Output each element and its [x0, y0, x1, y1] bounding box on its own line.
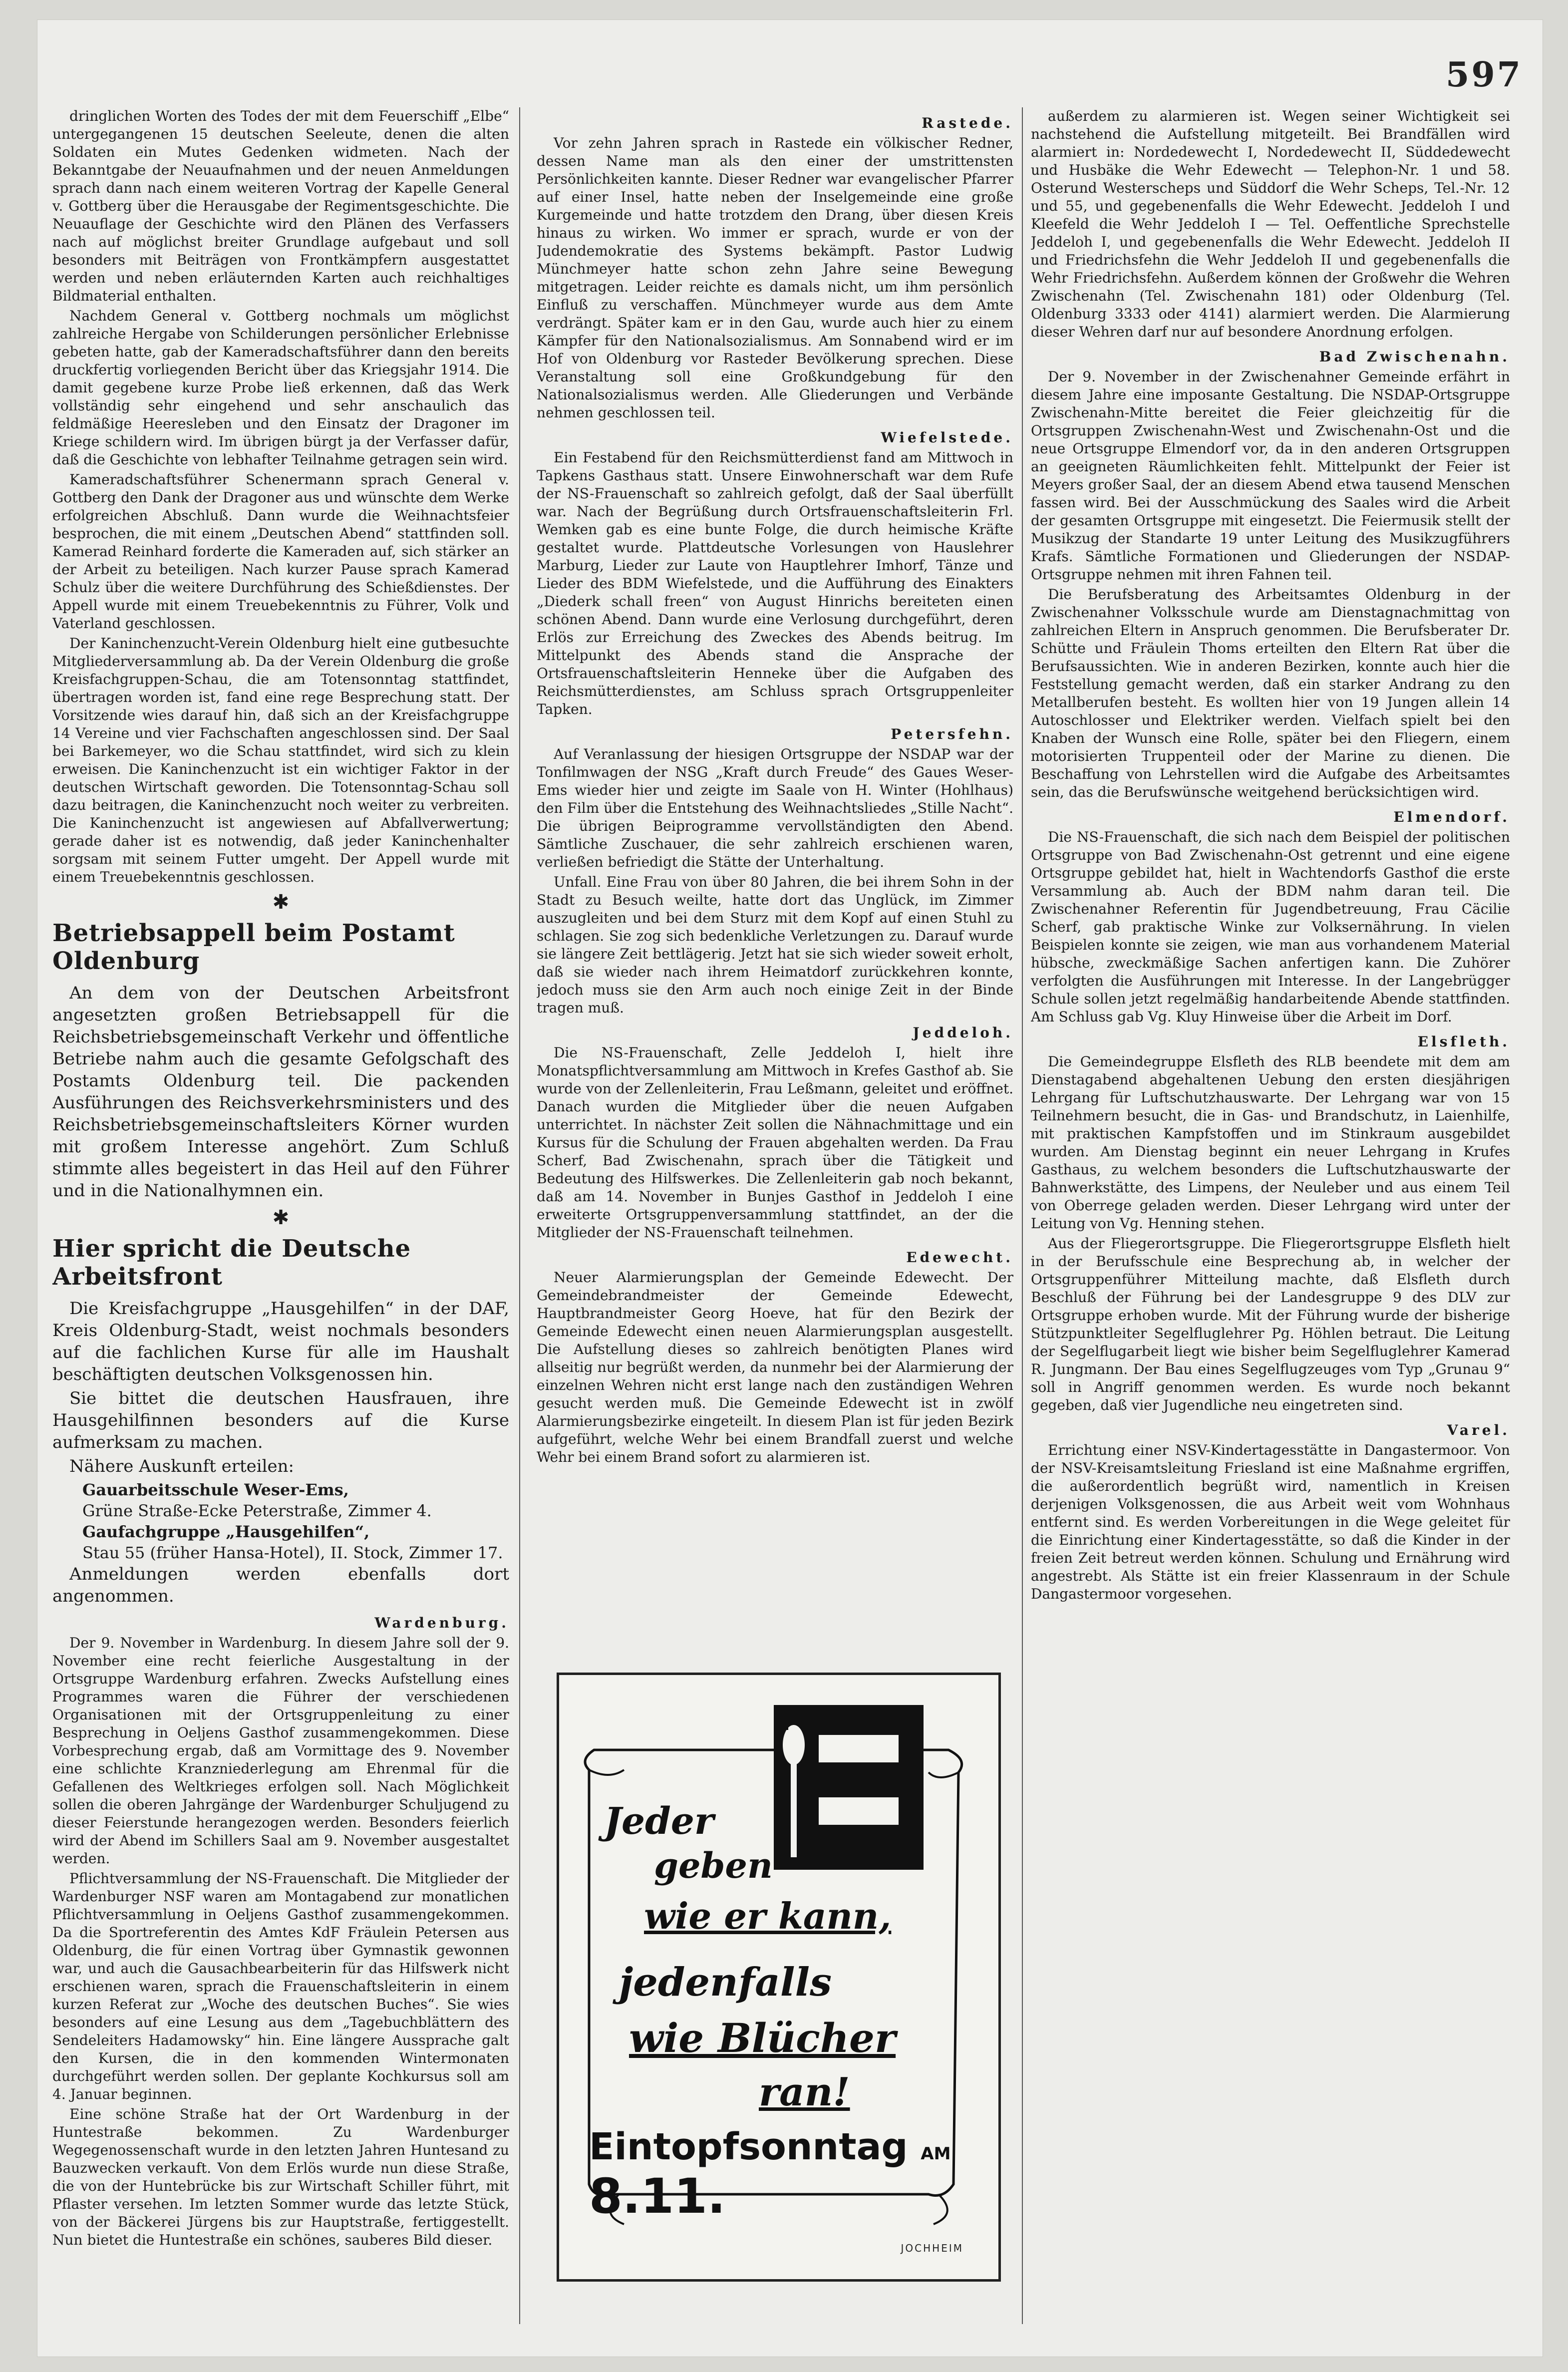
article-text: Sie bittet die deutschen Hausfrauen, ihre Hausgehilfinnen besonders auf die Kurse aufmerksam zu machen.: [52, 1388, 509, 1452]
article-text: Ein Festabend für den Reichsmütterdienst fand am Mittwoch in Tapkens Gasthaus statt. Unsere Einwohnerschaft war dem Rufe der NS-Frauenschaft so zahlreich gefolgt, daß der Saal überfüllt war. Nach der Begrüßung durch Ortsfrauenschaftsleiterin Frl. Wemken gab es eine bunte Folge, die durch heimische Kräfte gestaltet wurde. Plattdeutsche Vorlesungen von Hauslehrer Marburg, Lieder zur Laute von Hauptlehrer Imhorf, Tänze und Lieder des BDM Wiefelstede, und die Aufführung des Einakters „Diederk schall freen“ von August Hinrichs bereiteten einen schönen Abend. Dann wurde eine Verlosung durchgeführt, deren Erlös zur Erreichung des Zweckes des Abends beitrug. Im Mittelpunkt des Abends stand die Ansprache der Ortsfrauenschaftsleiterin Henneke über die Aufgaben des Reichsmütterdienstes, am Schluss sprach Ortsgruppenleiter Tapken.: [537, 449, 1013, 717]
dateline: Elmendorf.: [1393, 809, 1510, 825]
article-text: Die Gemeindegruppe Elsfleth des RLB beendete mit dem am Dienstagabend abgehaltenen Uebung den ersten diesjährigen Lehrgang für Luftschutzhauswarte. Der Lehrgang war von 15 Teilnehmern besucht, die in Gas- und Brandschutz, in Laienhilfe, mit praktischen Kampfstoffen und im Stinkraum ausgebildet wurden. Am Dienstag beginnt ein neuer Lehrgang in Krufes Gasthaus, zu welchem besonders die Luftschutzhauswarte der Bahnwerkstätte, des Limpens, der Neuleber und aus einem Teil von Oberrege geladen werden. Dieser Lehrgang wird unter der Leitung von Vg. Henning stehen.: [1031, 1053, 1510, 1232]
address-line: Stau 55 (früher Hansa-Hotel), II. Stock, Zimmer 17.: [82, 1543, 503, 1562]
article-text: Anmeldungen werden ebenfalls dort angenommen.: [52, 1564, 509, 1606]
article-text: Unfall. Eine Frau von über 80 Jahren, die bei ihrem Sohn in der Stadt zu Besuch weilte, hatte dort das Unglück, im Zimmer auszugleiten und bei dem Sturz mit dem Kopf auf einen Stuhl zu schlagen. Sie zog sich bedenkliche Verletzungen zu. Darauf wurde sie längere Zeit bettlägerig. Jetzt hat sie sich wieder soweit erholt, daß sie wieder nach ihrem Heimatdorf zurückkehren konnte, jedoch muss sie den Arm auch noch einige Zeit in der Binde tragen muß.: [537, 874, 1013, 1016]
article-text: Nachdem General v. Gottberg nochmals um möglichst zahlreiche Hergabe von Schilderungen persönlicher Erlebnisse gebeten hatte, gab der Kameradschaftsführer dann den bereits druckfertig vorliegenden Bericht über das Kriegsjahr 1914. Die damit gegebene kurze Probe ließ erkennen, daß das Werk vollständig sehr eingehend und sehr anschaulich das feldmäßige Heeresleben und den Einsatz der Dragoner im Kriege schildern wird. Im übrigen bürgt ja der Verfasser dafür, daß die Geschichte von lebhafter Teilnahme getragen sein wird.: [52, 308, 509, 468]
dateline: Rastede.: [922, 115, 1013, 131]
address-title: Gauarbeitsschule Weser-Ems,: [82, 1480, 349, 1499]
page-number: 597: [1446, 55, 1523, 95]
ad-script-line: Jeder: [604, 1800, 714, 1843]
article-text: Die NS-Frauenschaft, die sich nach dem Beispiel der politischen Ortsgruppe von Bad Zwischenahn-Ost getrennt und eine eigene Ortsgruppe gebildet hat, hielt in Wachtendorfs Gasthof die erste Versammlung ab. Auch der BDM nahm daran teil. Die Zwischenahner Referentin für Jugendbetreuung, Frau Cäcilie Scherf, gab praktische Winke zur Volksernährung. In vielen Beispielen konnte sie zeigen, wie man aus vorhandenem Material hübsche, zweckmäßige Sachen anfertigen kann. Die Zuhörer verfolgten die Ausführungen mit Interesse. In der Langebrügger Schule sollen jetzt regelmäßig handarbeitende Abende stattfinden. Am Schluss gab Vg. Kluy Hinweise über die Arbeit im Dorf.: [1031, 829, 1510, 1025]
dateline: Edewecht.: [906, 1249, 1013, 1266]
article-text: Die Berufsberatung des Arbeitsamtes Oldenburg in der Zwischenahner Volksschule wurde am Dienstagnachmittag von zahlreichen Eltern in Anspruch genommen. Die Berufsberater Dr. Schütte und Fräulein Thoms erteilten den Eltern Rat über die Berufsaussichten. Wie in anderen Bezirken, konnte auch hier die Feststellung gemacht werden, daß ein starker Andrang zu den Metallberufen besteht. Es wollten hier von 19 Jungen allein 14 Autoschlosser und Elektriker werden. Vielfach spielt bei den Knaben der Wunsch eine Rolle, später bei den Fliegern, einem motorisierten Truppenteil oder der Marine zu dienen. Die Beschaffung von Lehrstellen wird die Aufgabe des Arbeitsamtes sein, das die Berufswünsche weitgehend berücksichtigen wird.: [1031, 586, 1510, 800]
headline-arbeitsfront: Hier spricht die Deutsche Arbeitsfront: [52, 1235, 411, 1291]
ad-am-label: AM: [921, 2144, 951, 2164]
address-block: [52, 1479, 509, 1563]
address-line: Grüne Straße-Ecke Peterstraße, Zimmer 4.: [82, 1501, 432, 1520]
column-3: [1031, 107, 1510, 2324]
separator-star: ✱: [272, 891, 290, 914]
address-title: Gaufachgruppe „Hausgehilfen“,: [82, 1522, 370, 1541]
article-text: Nähere Auskunft erteilen:: [69, 1456, 294, 1476]
eintopfsonntag-advertisement: [557, 1673, 1001, 2282]
ad-script-line: ran!: [759, 2069, 850, 2115]
article-text: Aus der Fliegerortsgruppe. Die Fliegerortsgruppe Elsfleth hielt in der Berufsschule eine Besprechung ab, in welcher der Ortsgruppenführer Mitteilung machte, daß Elsfleth durch Beschluß der Führung bei der Landesgruppe 9 des DLV zur Ortsgruppe erhoben wurde. Mit der Führung wurde der bisherige Stützpunktleiter Segelfluglehrer Pg. Höhlen betraut. Die Leitung der Segelflugarbeit liegt wie bisher beim Segelfluglehrer Kamerad R. Jungmann. Der Bau eines Segelflugzeuges vom Typ „Grunau 9“ soll in Angriff genommen werden. Es wurde noch bekannt gegeben, daß vier Jugendliche neu eingetreten sind.: [1031, 1235, 1510, 1413]
ad-script-line: wie er kann,: [644, 1895, 892, 1937]
headline-betriebsappell: Betriebsappell beim Postamt Oldenburg: [52, 919, 455, 975]
dateline: Wiefelstede.: [881, 429, 1013, 446]
article-text: Der Kaninchenzucht-Verein Oldenburg hielt eine gutbesuchte Mitgliederversammlung ab. Da der Verein Oldenburg die große Kreisfachgruppen-Schau, die am Totensonntag stattfindet, übertragen worden ist, fand eine rege Besprechung statt. Der Vorsitzende wies darauf hin, daß sich an der Kreisfachgruppe 14 Vereine und vier Fachschaften angeschlossen sind. Der Saal bei Barkemeyer, wo die Schau stattfindet, wird sich zu klein erweisen. Die Kaninchenzucht ist ein wichtiger Faktor in der deutschen Wirtschaft geworden. Die Totensonntag-Schau soll dazu beitragen, die Kaninchenzucht noch weiter zu verbreiten. Die Kaninchenzucht ist angewiesen auf Abfallverwertung; gerade daher ist es notwendig, daß jeder Kaninchenhalter sorgsam mit seinem Futter umgeht. Der Appell wurde mit einem Treuebekenntnis geschlossen.: [52, 635, 509, 885]
dateline: Jeddeloh.: [913, 1024, 1013, 1041]
article-text: Neuer Alarmierungsplan der Gemeinde Edewecht. Der Gemeindebrandmeister der Gemeinde Edewecht, Hauptbrandmeister Georg Hoeve, hat für den Bezirk der Gemeinde Edewecht einen neuen Alarmierungsplan ausgestellt. Die Aufstellung dieses so zahlreich benötigten Planes wird allseitig nur begrüßt werden, da nunmehr bei der Alarmierung der einzelnen Wehren nicht erst lange nach den zuständigen Wehren gesucht werden muß. Die Gemeinde Edewecht ist in zwölf Alarmierungsbezirke eingeteilt. In diesem Plan ist für jeden Bezirk aufgeführt, welche Wehr bei einem Brandfall zuerst und welche Wehr bei einem Brand sofort zu alarmieren ist.: [537, 1269, 1013, 1465]
article-text: Der 9. November in der Zwischenahner Gemeinde erfährt in diesem Jahre eine imposante Gestaltung. Die NSDAP-Ortsgruppe Zwischenahn-Mitte bereitet die Feier gleichzeitig für die Ortsgruppen Zwischenahn-West und Zwischenahn-Ost und die neue Ortsgruppe Elmendorf vor, da in den anderen Ortsgruppen an geeigneten Räumlichkeiten fehlt. Mittelpunkt der Feier ist Meyers großer Saal, der an diesem Abend etwa tausend Menschen fassen wird. Bei der Ausschmückung des Saales wird die Arbeit der gesamten Ortsgruppe mit eingesetzt. Die Feiermusik stellt der Musikzug der Standarte 19 unter Leitung des Musikzugführers Krafs. Sämtliche Formationen und Gliederungen der NSDAP-Ortsgruppe nehmen mit ihren Fahnen teil.: [1031, 368, 1510, 583]
column-2: [537, 107, 1013, 1665]
ad-date: 8.11.: [589, 2168, 726, 2224]
article-text: An dem von der Deutschen Arbeitsfront angesetzten großen Betriebsappell für die Reichsbetriebsgemeinschaft Verkehr und öffentliche Betriebe nahm auch die gesamte Gefolgschaft des Postamts Oldenburg teil. Die packenden Ausführungen des Reichsverkehrsministers und des Reichsbetriebsgemeinschaftsleiters Körner wurden mit großem Interesse angehört. Zum Schluß stimmte alles begeistert in das Heil auf den Führer und in die Nationalhymnen ein.: [52, 983, 509, 1201]
column-rule-1: [519, 107, 520, 2324]
ad-script-line: geben: [654, 1845, 773, 1886]
dateline: Bad Zwischenahn.: [1319, 348, 1510, 365]
article-text: Die Kreisfachgruppe „Hausgehilfen“ in der DAF, Kreis Oldenburg-Stadt, weist nochmals besonders auf die fachlichen Kurse für alle im Haushalt beschäftigten deutschen Volksgenossen hin.: [52, 1299, 509, 1384]
ad-artist-signature: JOCHHEIM: [901, 2242, 963, 2254]
separator-star: ✱: [272, 1206, 290, 1229]
dateline: Elsfleth.: [1417, 1033, 1510, 1050]
column-rule-2: [1022, 107, 1023, 2324]
article-text: Pflichtversammlung der NS-Frauenschaft. Die Mitglieder der Wardenburger NSF waren am Montagabend zur monatlichen Pflichtversammlung in Oeljens Gasthof zusammengekommen. Da die Sportreferentin des Amtes KdF Fräulein Petersen aus Oldenburg, die für einen Vortrag über Gymnastik gewonnen war, und auch die Gausachbearbeiterin für das Hilfswerk nicht erschienen waren, sprach die Frauenschaftsleiterin in einem kurzen Referat zur „Woche des deutschen Buches“. Sie wies besonders auf eine Lesung aus dem „Tagebuchblättern des Sendeleiters Hadamowsky“ hin. Eine längere Aussprache galt den Kursen, die in den kommenden Wintermonaten durchgeführt werden sollen. Der geplante Kochkursus soll am 4. Januar beginnen.: [52, 1870, 509, 2102]
ad-eintopfsonntag: [589, 2125, 998, 2224]
dateline: Varel.: [1447, 1422, 1510, 1438]
dateline: Wardenburg.: [374, 1615, 509, 1631]
article-text: Der 9. November in Wardenburg. In diesem Jahre soll der 9. November eine recht feierliche Ausgestaltung in der Ortsgruppe Wardenburg erfahren. Zwecks Aufstellung eines Programmes waren die Führer der verschiedenen Organisationen mit der Ortsgruppenleitung zu einer Besprechung in Oeljens Gasthof zusammengekommen. Diese Vorbesprechung ergab, daß am Vormittage des 9. November eine schlichte Kranzniederlegung am Ehrenmal für die Gefallenen des Weltkrieges erfolgen soll. Nach Möglichkeit sollen die oberen Jahrgänge der Wardenburger Schuljugend zu dieser Feierstunde herangezogen werden. Besonders feierlich wird der Abend im Schillers Saal am 9. November ausgestaltet werden.: [52, 1635, 509, 1867]
ad-eintopf-label: Eintopfsonntag: [589, 2125, 908, 2168]
article-text: Errichtung einer NSV-Kindertagesstätte in Dangastermoor. Von der NSV-Kreisamtsleitung Friesland ist eine Maßnahme ergriffen, die außerordentlich begrüßt wird, namentlich in Kreisen derjenigen Volksgenossen, die aus Arbeit weit vom Wohnhaus entfernt sind. Es werden Vorbereitungen in die Wege geleitet für die Einrichtung einer Kindertagesstätte, so daß die Kinder in der freien Zeit betreut werden können. Schulung und Ernährung wird angestrebt. Als Stätte ist ein freier Klassenraum in der Schule Dangastermoor vorgesehen.: [1031, 1442, 1510, 1602]
article-text: Auf Veranlassung der hiesigen Ortsgruppe der NSDAP war der Tonfilmwagen der NSG „Kraft durch Freude“ des Gaues Weser-Ems wieder hier und zeigte im Saale von H. Winter (Hohlhaus) den Film über die Entstehung des Weihnachtsliedes „Stille Nacht“. Die übrigen Beiprogramme vervollständigten den Abend. Sämtliche Zuschauer, die sehr zahlreich erschienen waren, verließen befriedigt die Stätte der Unterhaltung.: [537, 746, 1013, 870]
article-text: Vor zehn Jahren sprach in Rastede ein völkischer Redner, dessen Name man als den einer der umstrittensten Persönlichkeiten kannte. Dieser Redner war evangelischer Pfarrer auf einer Insel, hatte neben der Inselgemeinde eine große Kurgemeinde und hatte trotzdem den Drang, über diesen Kreis hinaus zu wirken. Wo immer er sprach, wurde er von der Judendemokratie des Systems bekämpft. Pastor Ludwig Münchmeyer hatte schon zehn Jahre seine Bewegung mitgetragen. Leider reichte es damals nicht, um ihm persönlich Einfluß zu verschaffen. Münchmeyer wurde aus dem Amte verdrängt. Später kam er in den Gau, wurde auch hier zu einem Kämpfer für den Nationalsozialismus. Am Sonnabend wird er im Hof von Oldenburg vor Rasteder Bevölkerung sprechen. Diese Veranstaltung soll eine Großkundgebung für den Nationalsozialismus werden. Alle Gliederungen und Verbände nehmen geschlossen teil.: [537, 135, 1013, 421]
article-text: Kameradschaftsführer Schenermann sprach General v. Gottberg den Dank der Dragoner aus und wünschte dem Werke erfolgreichen Abschluß. Dann wurde die Weihnachtsfeier besprochen, die mit einem „Deutschen Abend“ stattfinden soll. Kamerad Reinhard forderte die Kameraden auf, sich stärker an der Arbeit zu beteiligen. Nach kurzer Pause sprach Kamerad Schulz über die weitere Durchführung des Schießdienstes. Der Appell wurde mit einem Treuebekenntnis zu Führer, Volk und Vaterland geschlossen.: [52, 471, 509, 632]
article-text: Die NS-Frauenschaft, Zelle Jeddeloh I, hielt ihre Monatspflichtversammlung am Mittwoch in Krefes Gasthof ab. Sie wurde von der Zellenleiterin, Frau Leßmann, geleitet und eröffnet. Danach wurden die Mitglieder über die neuen Aufgaben unterrichtet. In nächster Zeit sollen die Nähnachmittage und ein Kursus für die Schulung der Frauen abgehalten werden. Da Frau Scherf, Bad Zwischenahn, sprach über die Tätigkeit und Bedeutung des Hilfswerkes. Die Zellenleiterin gab noch bekannt, daß am 14. November in Bunjes Gasthof in Jeddeloh I eine erweiterte Ortsgruppenversammlung stattfindet, an der die Mitglieder der NS-Frauenschaft teilnehmen.: [537, 1044, 1013, 1241]
article-text: Eine schöne Straße hat der Ort Wardenburg in der Huntestraße bekommen. Zu Wardenburger Wegegenossenschaft wurde in den letzten Jahren Huntesand zu Bauzwecken verkauft. Von dem Erlös wurde nun diese Straße, die von der Huntebrücke bis zur Wirtschaft Schiller führt, mit Pflaster versehen. Im letzten Sommer wurde das letzte Stück, von der Bäckerei Jürgens bis zur Hauptstraße, fertiggestellt. Nun bietet die Huntestraße ein schönes, sauberes Bild dieser.: [52, 2106, 509, 2248]
article-text: außerdem zu alarmieren ist. Wegen seiner Wichtigkeit sei nachstehend die Aufstellung mitgeteilt. Bei Brandfällen wird alarmiert in: Nordedewecht I, Nordedewecht II, Süddedewecht und Husbäke die Wehr Edewecht — Telephon-Nr. 1 und 58. Osterund Westerscheps und Süddorf die Wehr Scheps, Tel.-Nr. 12 und 55, und gegebenenfalls die Wehr Edewecht. Jeddeloh I und Kleefeld die Wehr Jeddeloh I — Tel. Oeffentliche Sprechstelle Jeddeloh I, und gegebenenfalls die Wehr Edewecht. Jeddeloh II und Friedrichsfehn die Wehr Jeddeloh II und gegebenenfalls die Wehr Friedrichsfehn. Außerdem können der Großwehr die Wehren Zwischenahn (Tel. Zwischenahn 181) oder Oldenburg (Tel. Oldenburg 3333 oder 4141) alarmiert werden. Die Alarmierung dieser Wehren darf nur auf besondere Anordnung erfolgen.: [1031, 108, 1510, 340]
column-1: [52, 107, 509, 2324]
newspaper-page: [37, 20, 1543, 2357]
article-text: dringlichen Worten des Todes der mit dem Feuerschiff „Elbe“ untergegangenen 15 deutschen Seeleute, denen die alten Soldaten ein Mutes Gedenken widmeten. Nach der Bekanntgabe der Neuaufnahmen und der neuen Anmeldungen sprach dann nach einem weiteren Vortrag der Kapelle General v. Gottberg über die Herausgabe der Regimentsgeschichte. Die Neuauflage der Geschichte wird den Plänen des Verfassers nach auf möglichst breiter Grundlage aufgebaut und soll besonders mit Beiträgen von Frontkämpfern ausgestattet werden und neben erläuternden Karten auch reichhaltiges Bildmaterial enthalten.: [52, 108, 509, 304]
ad-script-line: wie Blücher: [629, 2015, 896, 2061]
dateline: Petersfehn.: [891, 726, 1013, 742]
ad-script-line: jedenfalls: [619, 1960, 832, 2005]
